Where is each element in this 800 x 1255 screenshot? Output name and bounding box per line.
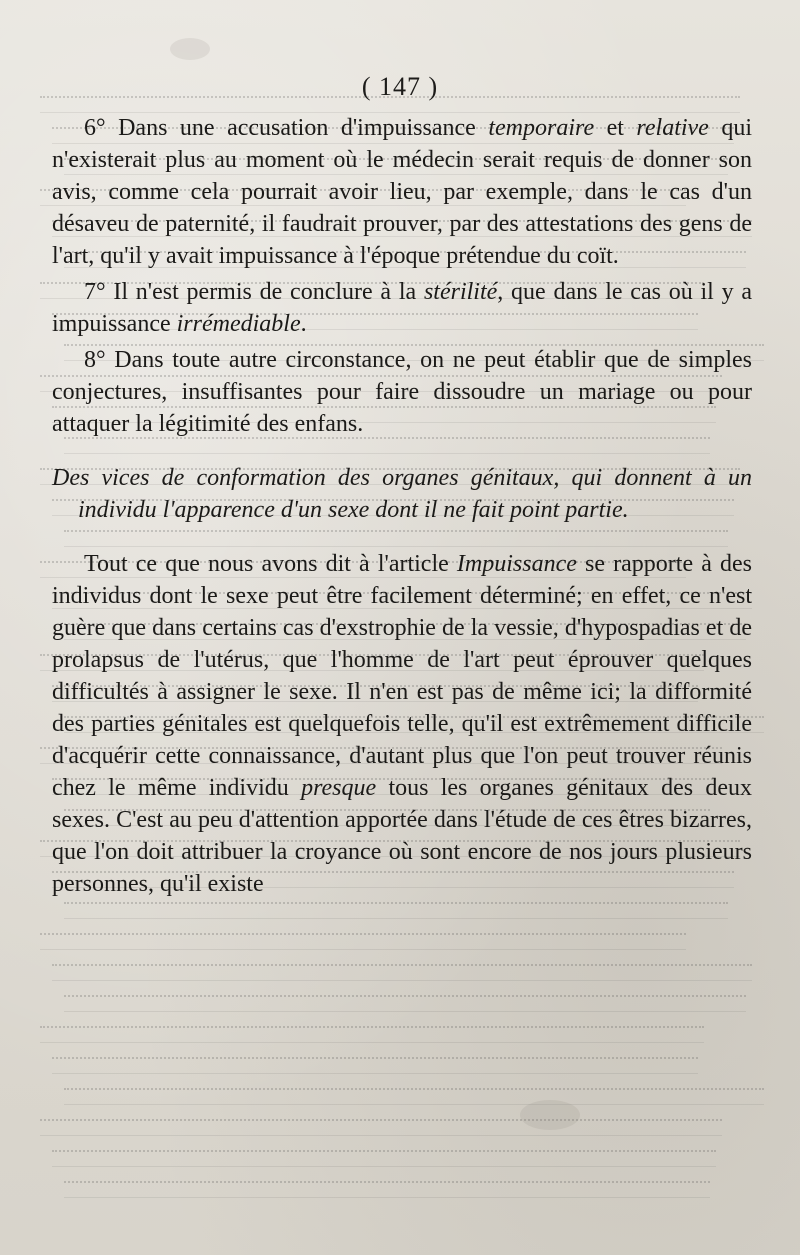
item-text: 7° Il n'est permis de conclure à la: [84, 279, 424, 305]
paragraph-emphasis: presque: [301, 775, 377, 801]
item-emphasis: relative: [636, 115, 709, 141]
bleed-line: [40, 933, 686, 950]
item-text: 6° Dans une accusation d'impuissance: [84, 115, 489, 141]
item-text: 8° Dans toute autre circonstance, on ne peut établir que de simples conjectures, insuffisantes pour faire dissoudre un mariage ou pour attaquer la légitimité des enfans.: [52, 347, 752, 437]
paragraph-text: tous les organes génitaux des deux sexes. C'est au peu d'attention apportée dans l'étude de ces êtres bizarres, que l'on doit attribuer la croyance où sont encore de nos jours plusieurs personnes, qu'il existe: [52, 775, 753, 897]
numbered-item: [52, 344, 752, 440]
item-emphasis: stérilité: [423, 279, 498, 305]
bleed-line: [64, 1088, 764, 1105]
bleed-line: [52, 1150, 716, 1167]
bleed-line: [40, 1119, 722, 1136]
item-text: et: [594, 115, 637, 141]
bleed-line: [64, 902, 728, 919]
paragraph-text: Tout ce que nous avons dit à l'article: [84, 551, 457, 577]
section-heading: Des vices de conformation des organes génitaux, qui donnent à un individu l'apparence d'un sexe dont il ne fait point partie.: [52, 465, 752, 523]
body-paragraph: [52, 548, 752, 900]
bleed-line: [40, 1026, 704, 1043]
item-text: qui n'existerait plus au moment où le médecin serait requis de donner son avis, comme cela pourrait avoir lieu, par exemple, dans le cas d'un désaveu de paternité, il faudrait prouver, par des attestations des gens de l'art, qu'il y avait impuissance à l'époque prétendue du coït.: [52, 115, 753, 269]
item-emphasis: temporaire: [488, 115, 595, 141]
bleed-line: [64, 995, 746, 1012]
page-content: [52, 112, 752, 900]
paragraph-text: se rapporte à des individus dont le sexe peut être facilement déterminé; en effet, ce n'est guère que dans certains cas d'exstrophie de la vessie, d'hypospadias et de prolapsus de l'utérus, que l'homme de l'art peut éprouver quelques difficultés à assigner le sexe. Il n'en est pas de même ici; la difformité des parties génitales est quelquefois telle, qu'il est extrêmement difficile d'acquérir cette connaissance, d'autant plus que l'on peut trouver réunis chez le même individu: [52, 551, 752, 801]
paper-stain: [520, 1100, 580, 1130]
item-emphasis: irrémediable: [176, 311, 301, 337]
bleed-line: [52, 1057, 698, 1074]
paper-stain: [170, 38, 210, 60]
item-text: , que dans le cas où il y a impuissance: [52, 279, 752, 337]
numbered-item: [52, 276, 752, 340]
bleed-line: [52, 964, 752, 981]
page-number: ( 147 ): [361, 72, 439, 101]
item-text: .: [300, 311, 307, 337]
numbered-item: [52, 112, 752, 272]
paragraph-emphasis: Impuissance: [456, 551, 577, 577]
bleed-line: [64, 1181, 710, 1198]
